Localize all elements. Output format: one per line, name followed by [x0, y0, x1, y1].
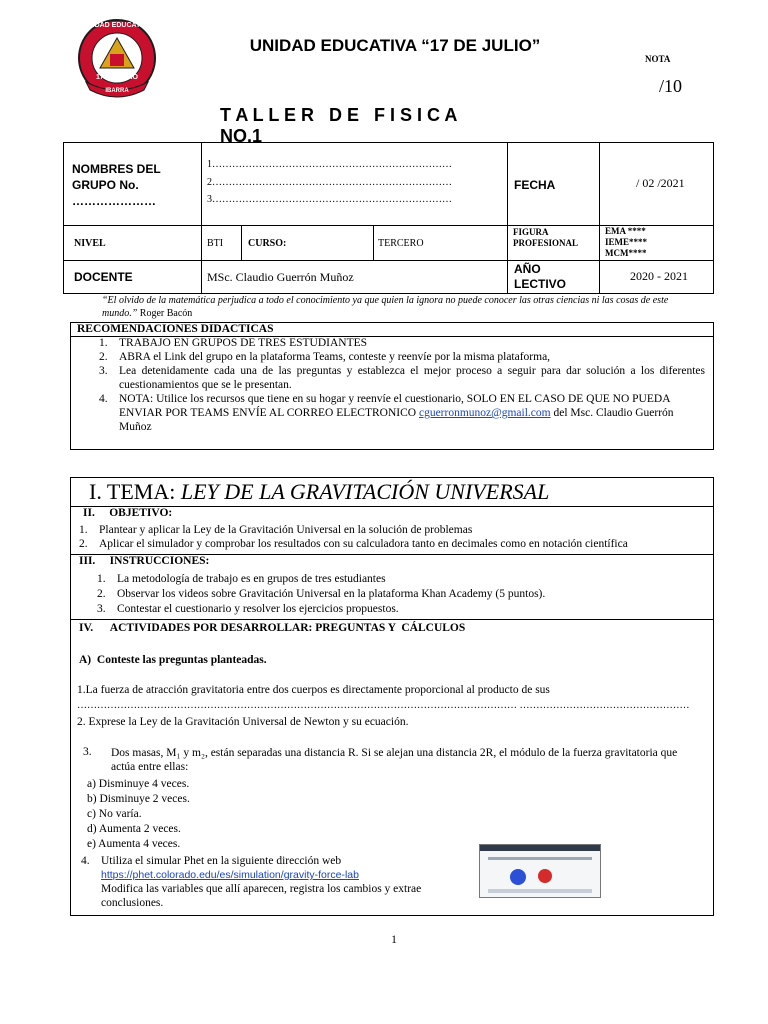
- fecha-value[interactable]: / 02 /2021: [636, 176, 685, 190]
- mass-1-icon: [510, 869, 526, 885]
- question-4-text: Utiliza el simular Phet en la siguiente dirección web: [101, 855, 342, 867]
- question-1: 1.La fuerza de atracción gravitatoria entre dos cuerpos es directamente proporcional al producto de sus: [77, 684, 550, 696]
- mass-2-icon: [538, 869, 552, 883]
- recomendacion-4: 4. NOTA: Utilice los recursos que tiene en su hogar y reenvíe el cuestionario, SOLO EN EL CASO DE QUE NO PUEDA ENVIAR POR TEAMS ENVÍE AL CORREO ELECTRONICO cguerronmunoz@gmail.com del Msc. Claudio Guerrón Muñoz: [99, 393, 674, 433]
- note-pre: NOTA: Utilice los recursos que tiene en su hogar y reenvíe el cuestionario, SOLO EN EL CASO DE QUE NO PUEDA ENVIAR POR TEAMS ENVÍE AL CORREO ELECTRONICO: [119, 393, 670, 419]
- logo-ribbon: IBARRA: [105, 88, 129, 94]
- group-line-1[interactable]: 1………………………………………………………………: [207, 159, 452, 170]
- instruccion-2: 2. Observar los videos sobre Gravitación Universal en la plataforma Khan Academy (5 puntos).: [97, 588, 546, 600]
- figura-value-1: EMA ****: [605, 226, 646, 236]
- recomendaciones-list: [99, 336, 705, 434]
- option-b[interactable]: b) Disminuye 2 veces.: [87, 793, 190, 805]
- question-3: [77, 746, 697, 774]
- quote: [102, 294, 672, 320]
- objetivo-list: [79, 523, 709, 551]
- figura-value-3: MCM****: [605, 248, 647, 258]
- objetivo-2: 2. Aplicar el simulador y comprobar los resultados con su calculadora tanto en decimales como en notación científica: [79, 538, 628, 550]
- question-3-options: [87, 777, 190, 852]
- anio-label: AÑO LECTIVO: [514, 262, 567, 291]
- phet-link[interactable]: https://phet.colorado.edu/es/simulation/gravity-force-lab: [101, 869, 359, 881]
- instruccion-1: 1. La metodología de trabajo es en grupos de tres estudiantes: [97, 573, 386, 585]
- question-2: 2. Exprese la Ley de la Gravitación Universal de Newton y su ecuación.: [77, 716, 409, 728]
- note-post: del Msc. Claudio Guerrón Muñoz: [119, 407, 674, 433]
- question-4: [81, 854, 471, 910]
- fecha-label: FECHA: [514, 178, 556, 192]
- question-4-text2: Modifica las variables que allí aparecen, registra los cambios y extrae conclusiones.: [101, 883, 422, 909]
- quote-text: “El olvido de la matemática perjudica a todo el conocimiento ya que quien la ignora no puede conocer las otras ciencias ni las cosas de este mundo.”: [102, 295, 669, 319]
- workshop-number: NO.1: [220, 126, 263, 146]
- recomendacion-2: 2. ABRA el Link del grupo en la plataforma Teams, conteste y reenvíe por la misma plataforma,: [99, 351, 551, 363]
- school-logo: [74, 18, 160, 102]
- actividades-subheading: A) Conteste las preguntas planteadas.: [79, 654, 267, 666]
- tema-prefix: I. TEMA:: [89, 479, 176, 504]
- instrucciones-list: [97, 572, 697, 617]
- nota-value: /10: [659, 76, 683, 96]
- tema-title: LEY DE LA GRAVITACIÓN UNIVERSAL: [180, 479, 550, 504]
- objetivo-heading: II. OBJETIVO:: [83, 507, 173, 519]
- question-3-text: Dos masas, M₁ y m₂, están separadas una distancia R. Si se alejan una distancia 2R, el módulo de la fuerza gravitatoria que actúa entre ellas:: [111, 747, 678, 773]
- anio-value: 2020 - 2021: [630, 269, 688, 283]
- page-number: 1: [391, 934, 397, 946]
- figura-value-2: IEME****: [605, 237, 648, 247]
- group-label: NOMBRES DEL GRUPO No. …………………: [72, 162, 161, 208]
- nota-label: NOTA: [645, 54, 671, 64]
- curso-label: [248, 238, 286, 249]
- recomendacion-1: 1. TRABAJO EN GRUPOS DE TRES ESTUDIANTES: [99, 337, 368, 349]
- question-1-answer-line[interactable]: …………………………………………………………………………………………………………………… ……………………………………………: [77, 700, 690, 711]
- actividades-heading: IV. ACTIVIDADES POR DESARROLLAR: PREGUNTAS Y CÁLCULOS: [79, 622, 466, 634]
- option-d[interactable]: d) Aumenta 2 veces.: [87, 823, 181, 835]
- objetivo-1: 1. Plantear y aplicar la Ley de la Gravitación Universal en la solución de problemas: [79, 524, 473, 536]
- tema-box: [70, 477, 714, 916]
- quote-author: Roger Bacón: [139, 308, 193, 319]
- recomendacion-3: 3. Lea detenidamente cada una de las preguntas y establezca el mejor proceso a seguir para dar solución a los diferentes cuestionamientos que se le presentan.: [99, 365, 705, 391]
- logo-text-bottom: 17 DE JULIO: [95, 74, 138, 81]
- school-name: UNIDAD EDUCATIVA “17 DE JULIO”: [249, 36, 541, 55]
- email-link[interactable]: cguerronmunoz@gmail.com: [418, 407, 551, 419]
- question-4-number: 4.: [81, 855, 90, 867]
- workshop-title: T A L L E R D E F I S I C A: [220, 105, 458, 125]
- docente-label: DOCENTE: [74, 270, 133, 284]
- nivel-label: NIVEL: [74, 238, 106, 249]
- option-c[interactable]: c) No varía.: [87, 808, 142, 820]
- question-3-number: 3.: [83, 746, 92, 758]
- docente-value: MSc. Claudio Guerrón Muñoz: [207, 270, 354, 284]
- figura-label: FIGURA PROFESIONAL: [513, 227, 579, 248]
- group-line-3[interactable]: 3………………………………………………………………: [207, 194, 452, 205]
- recomendaciones-box: [70, 322, 714, 450]
- info-table: [63, 142, 714, 294]
- curso-value: TERCERO: [378, 238, 424, 249]
- nivel-value: BTI: [207, 238, 224, 249]
- recomendaciones-title: RECOMENDACIONES DIDACTICAS: [77, 323, 274, 335]
- logo-text-top: UNIDAD EDUCATIVA: [82, 22, 152, 29]
- tema-heading: [89, 479, 549, 505]
- instruccion-3: 3. Contestar el cuestionario y resolver los ejercicios propuestos.: [97, 603, 399, 615]
- option-a[interactable]: a) Disminuye 4 veces.: [87, 778, 190, 790]
- option-e[interactable]: e) Aumenta 4 veces.: [87, 838, 181, 850]
- curso-label-text: CURSO:: [248, 238, 287, 249]
- workshop-title-row: [210, 84, 630, 147]
- instrucciones-heading: III. INSTRUCCIONES:: [79, 555, 210, 567]
- group-line-2[interactable]: 2………………………………………………………………: [207, 177, 452, 188]
- phet-simulator-thumbnail[interactable]: [479, 844, 601, 898]
